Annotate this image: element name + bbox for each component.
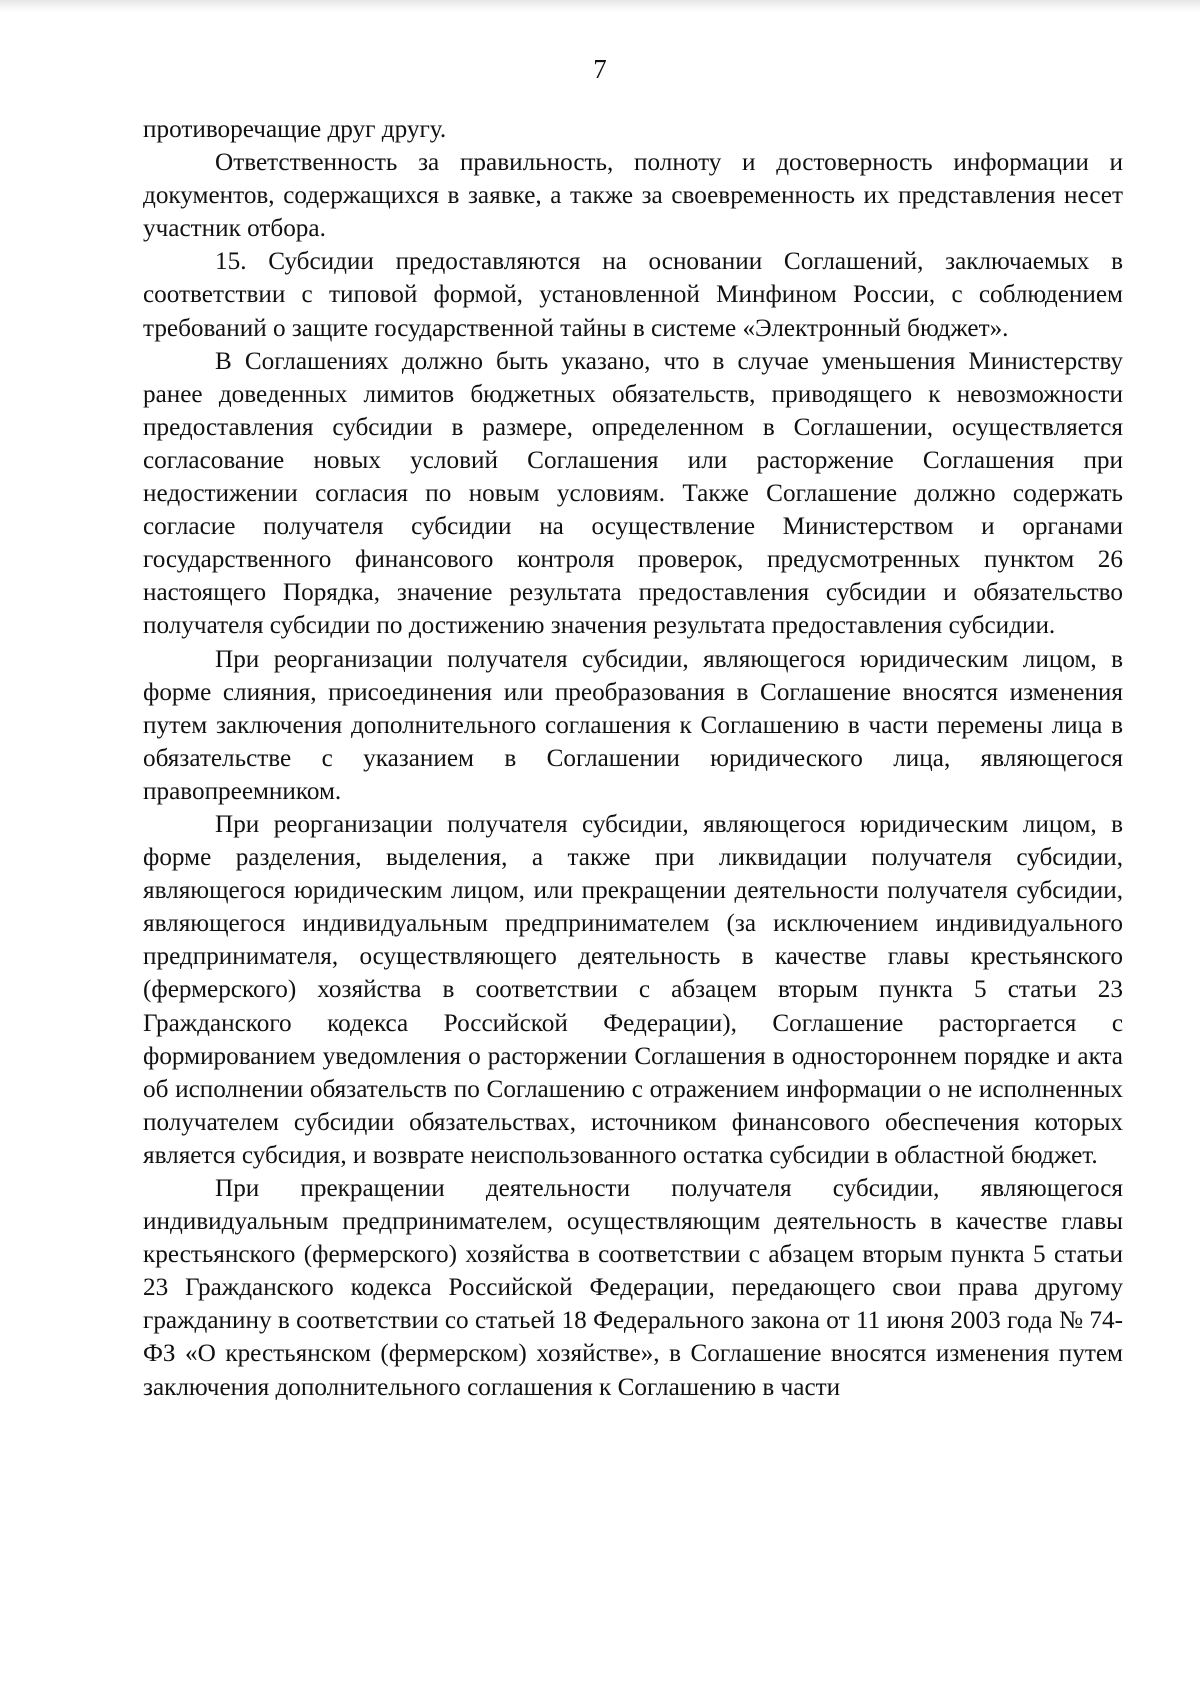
paragraph-reorganization-merger: При реорганизации получателя субсидии, являющегося юридическим лицом, в форме слияния, присоединения или преобразования в Соглашение вносятся изменения путем заключения дополнительного соглашения к Соглашению в части перемены лица в обязательстве с указанием в Соглашении юридического лица, являющегося правопреемником.: [143, 645, 1123, 805]
document-body: [143, 113, 1123, 1404]
scan-edge-artifact: [0, 0, 1200, 12]
paragraph-responsibility: Ответственность за правильность, полноту и достоверность информации и документов, содержащихся в заявке, а также за своевременность их представления несет участник отбора.: [143, 149, 1123, 243]
paragraph-continuation: противоречащие друг другу.: [143, 116, 447, 143]
page-number: 7: [593, 54, 607, 84]
paragraph-farm-termination: При прекращении деятельности получателя субсидии, являющегося индивидуальным предпринимателем, осуществляющим деятельность в качестве главы крестьянского (фермерского) хозяйства в соответствии с абзацем вторым пункта 5 статьи 23 Гражданского кодекса Российской Федерации, передающего свои права другому гражданину в соответствии со статьей 18 Федерального закона от 11 июня 2003 года № 74-ФЗ «О крестьянском (фермерском) хозяйстве», в Соглашение вносятся изменения путем заключения дополнительного соглашения к Соглашению в части: [143, 1175, 1123, 1401]
paragraph-reorganization-division: При реорганизации получателя субсидии, являющегося юридическим лицом, в форме разделения, выделения, а также при ликвидации получателя субсидии, являющегося юридическим лицом, или прекращении деятельности получателя субсидии, являющегося индивидуальным предпринимателем (за исключением индивидуального предпринимателя, осуществляющего деятельность в качестве главы крестьянского (фермерского) хозяйства в соответствии с абзацем вторым пункта 5 статьи 23 Гражданского кодекса Российской Федерации), Соглашение расторгается с формированием уведомления о расторжении Соглашения в одностороннем порядке и акта об исполнении обязательств по Соглашению с отражением информации о не исполненных получателем субсидии обязательствах, источником финансового обеспечения которых является субсидия, и возврате неиспользованного остатка субсидии в областной бюджет.: [143, 810, 1123, 1169]
paragraph-clause-15: 15. Субсидии предоставляются на основании Соглашений, заключаемых в соответствии с типовой формой, установленной Минфином России, с соблюдением требований о защите государственной тайны в системе «Электронный бюджет».: [143, 248, 1123, 342]
paragraph-agreement-terms: В Соглашениях должно быть указано, что в случае уменьшения Министерству ранее доведенных лимитов бюджетных обязательств, приводящего к невозможности предоставления субсидии в размере, определенном в Соглашении, осуществляется согласование новых условий Соглашения или расторжение Соглашения при недостижении согласия по новым условиям. Также Соглашение должно содержать согласие получателя субсидии на осуществление Министерством и органами государственного финансового контроля проверок, предусмотренных пунктом 26 настоящего Порядка, значение результата предоставления субсидии и обязательство получателя субсидии по достижению значения результата предоставления субсидии.: [143, 347, 1123, 640]
